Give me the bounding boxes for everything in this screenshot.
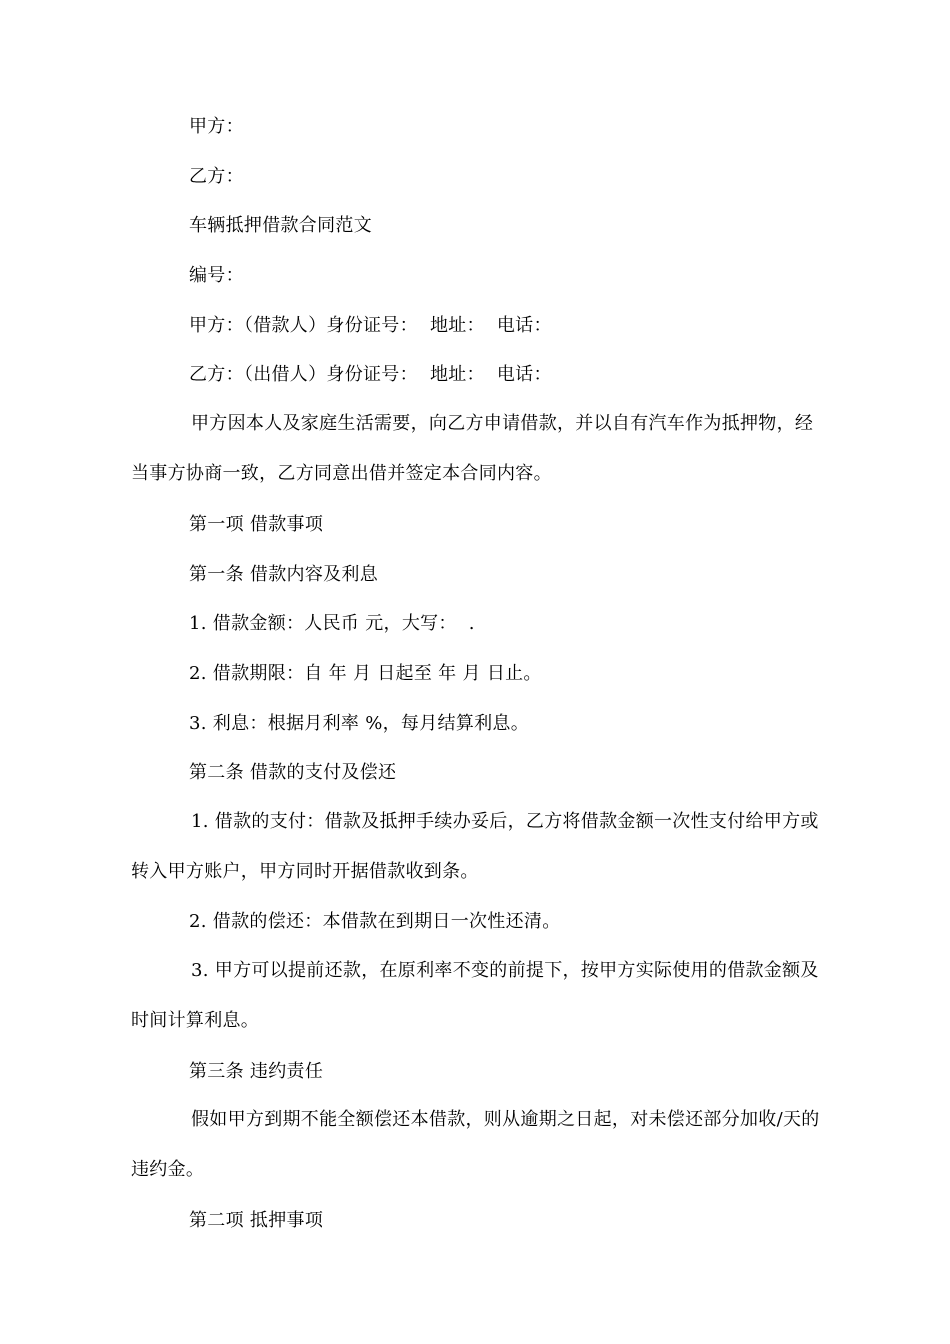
article-2-item-2: 2. 借款的偿还：本借款在到期日一次性还清。 xyxy=(189,911,561,932)
party-a-info: 甲方：（借款人）身份证号： 地址： 电话： xyxy=(189,315,552,336)
article-1-title: 第一条 借款内容及利息 xyxy=(189,564,379,585)
section-2-title: 第二项 抵押事项 xyxy=(189,1210,324,1231)
article-2-title: 第二条 借款的支付及偿还 xyxy=(189,762,397,783)
section-1-title: 第一项 借款事项 xyxy=(189,514,324,535)
article-2-item-3: 3. 甲方可以提前还款，在原利率不变的前提下，按甲方实际使用的借款金额及时间计算利息。 xyxy=(131,960,819,1031)
document-number: 编号： xyxy=(189,265,244,286)
article-1-item-3: 3. 利息：根据月利率 %，每月结算利息。 xyxy=(189,713,530,734)
article-2-item-1: 1. 借款的支付：借款及抵押手续办妥后，乙方将借款金额一次性支付给甲方或转入甲方账户，甲方同时开据借款收到条。 xyxy=(131,811,819,882)
article-3-title: 第三条 违约责任 xyxy=(189,1061,324,1082)
document-title: 车辆抵押借款合同范文 xyxy=(189,215,372,236)
preamble-paragraph: 甲方因本人及家庭生活需要，向乙方申请借款，并以自有汽车作为抵押物，经当事方协商一致，乙方同意出借并签定本合同内容。 xyxy=(131,413,814,484)
article-1-item-1: 1. 借款金额：人民币 元，大写： . xyxy=(189,613,475,634)
party-b-line: 乙方： xyxy=(189,166,244,187)
party-b-info: 乙方：（出借人）身份证号： 地址： 电话： xyxy=(189,364,552,385)
article-3-body: 假如甲方到期不能全额偿还本借款，则从逾期之日起，对未偿还部分加收/天的违约金。 xyxy=(131,1109,820,1180)
party-a-line: 甲方： xyxy=(189,116,244,137)
article-1-item-2: 2. 借款期限：自 年 月 日起至 年 月 日止。 xyxy=(189,663,542,684)
